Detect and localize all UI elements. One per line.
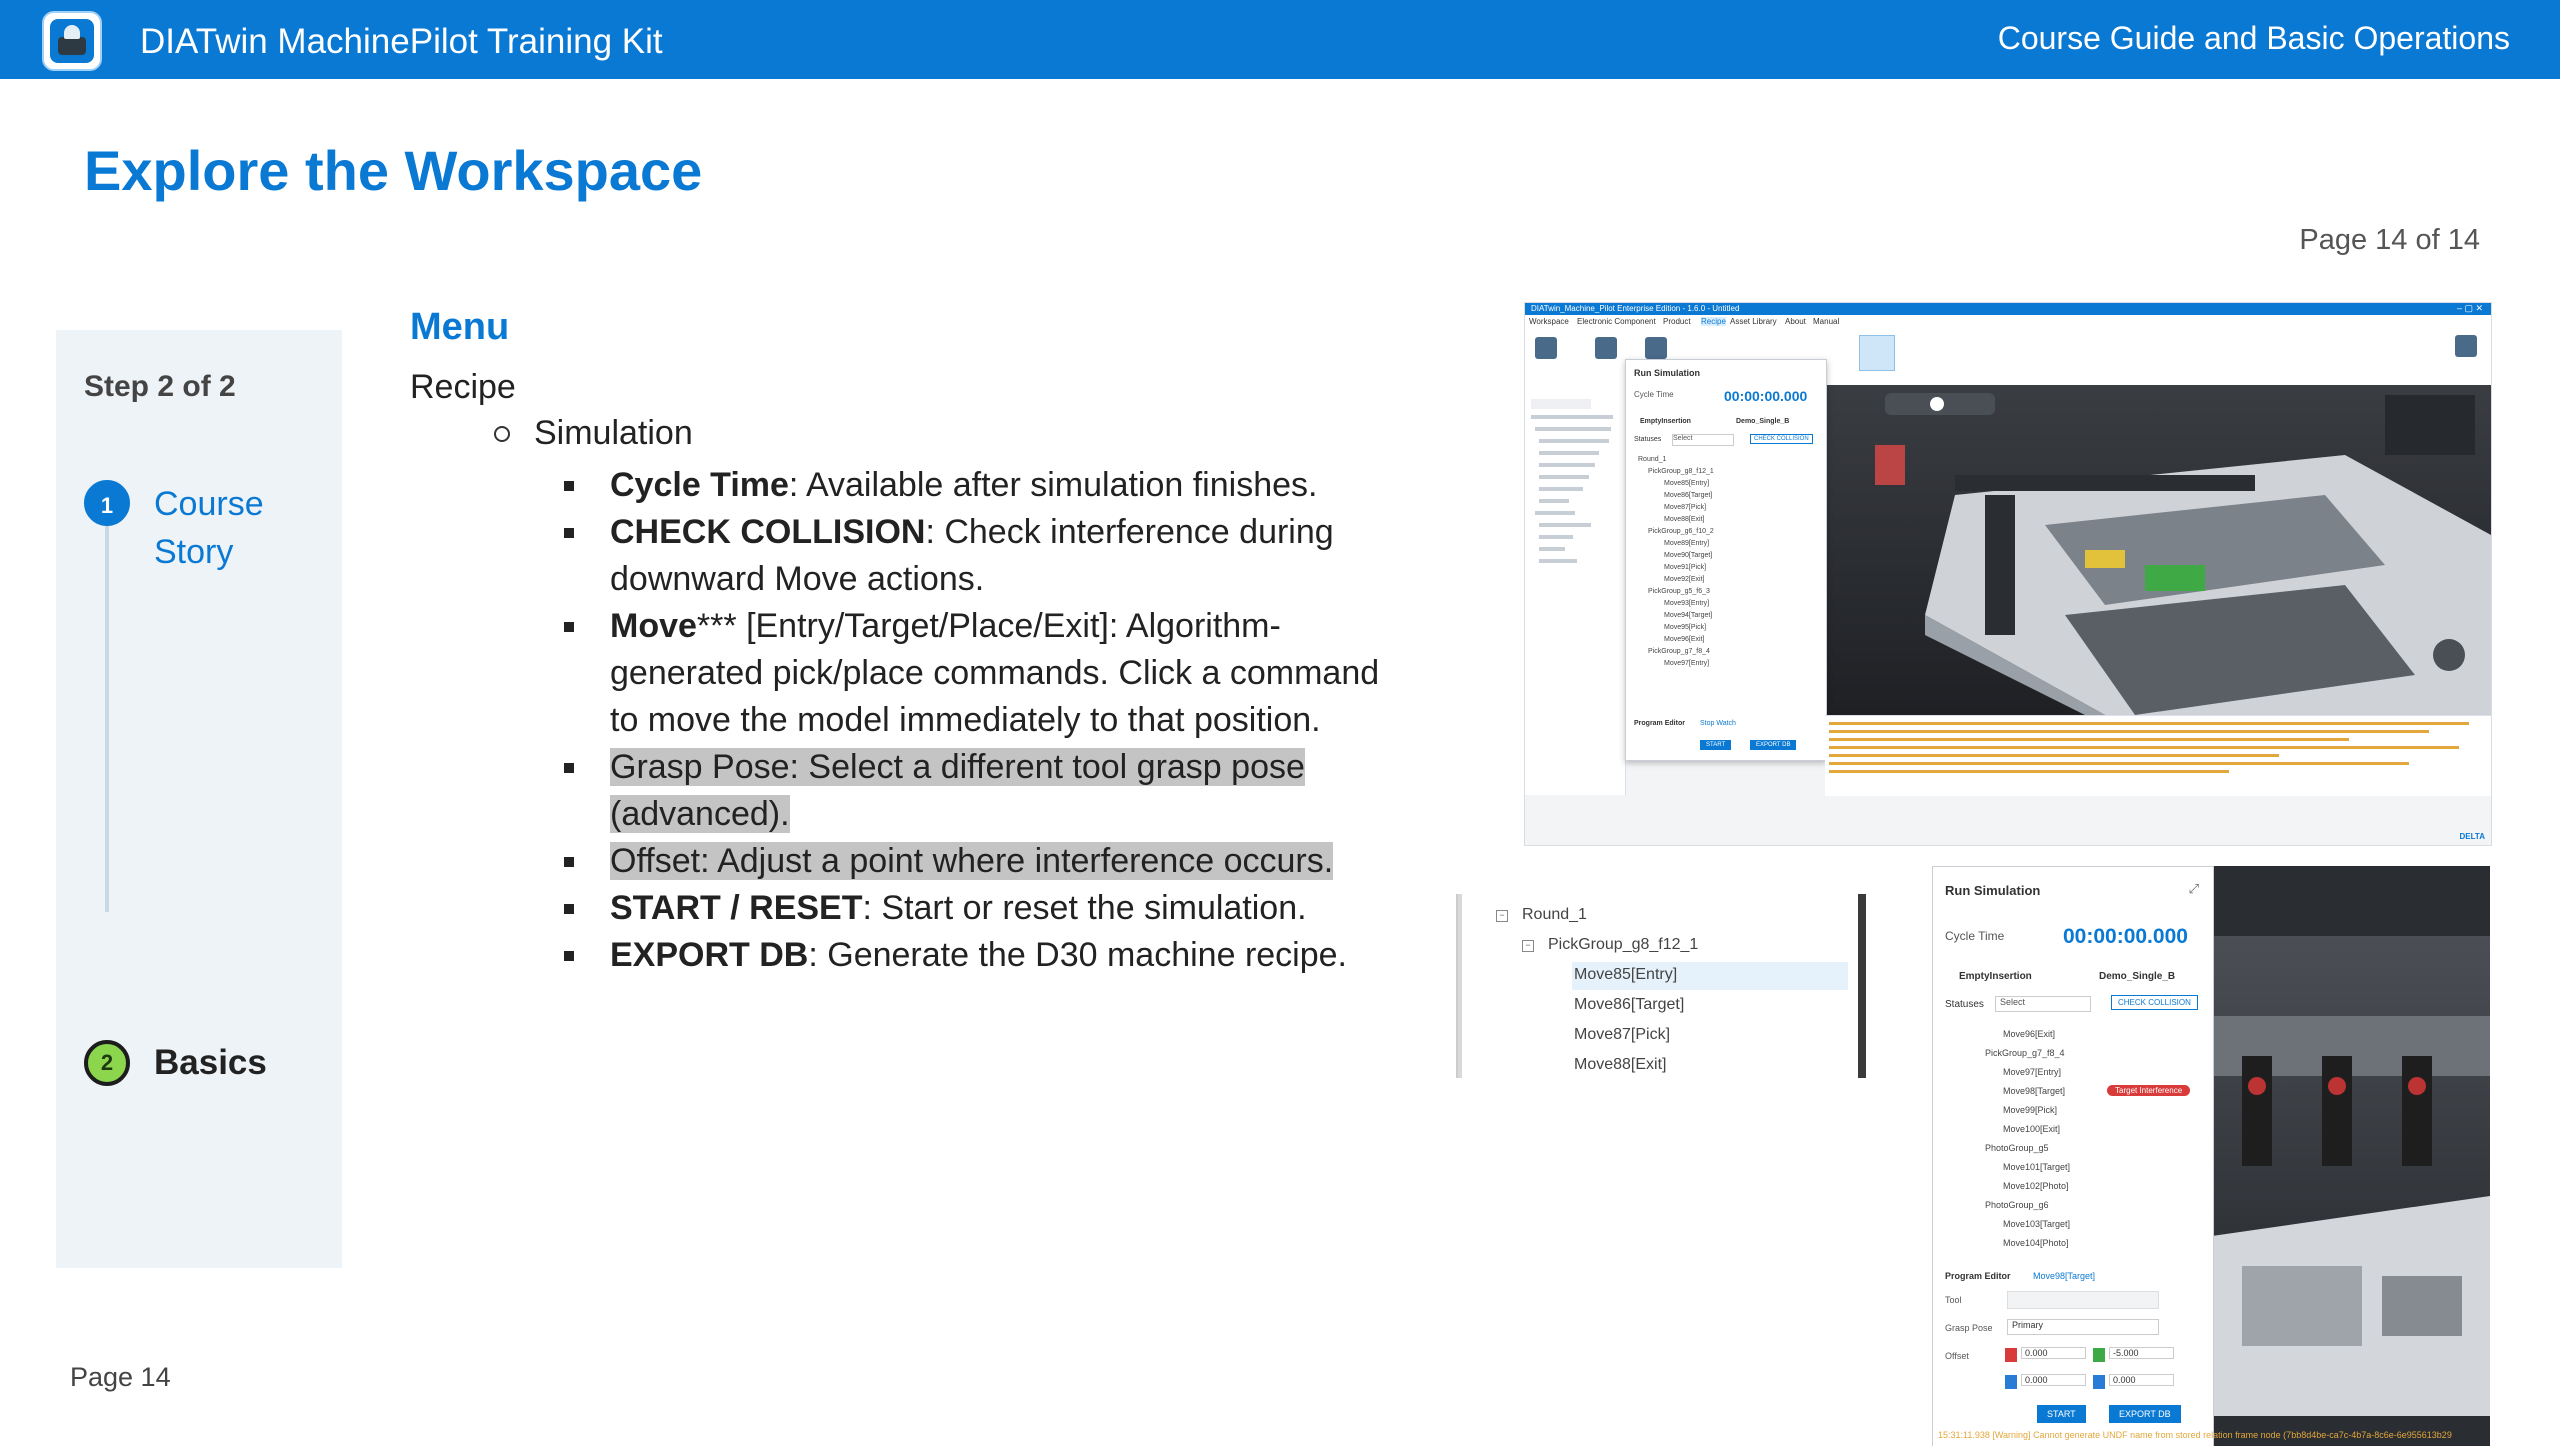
log-panel	[1825, 715, 2491, 796]
step-1-badge[interactable]: 1	[84, 480, 130, 526]
course-guide-label: Course Guide and Basic Operations	[1997, 20, 2510, 56]
app-logo-icon	[42, 11, 102, 71]
tool-field[interactable]	[2007, 1291, 2159, 1309]
list-item: Cycle Time: Available after simulation finishes.	[548, 462, 1408, 509]
list-item: Grasp Pose: Select a different tool grasp pose (advanced).	[548, 744, 1408, 838]
collapse-icon[interactable]: −	[1522, 940, 1534, 952]
feature-list	[548, 462, 1408, 979]
circle-bullet-icon	[494, 426, 510, 442]
offset-rz-input[interactable]: 0.000	[2109, 1374, 2174, 1386]
command-tree: Move96[Exit] PickGroup_g7_f8_4 Move97[Entry] Move98[Target] Move99[Pick] Move100[Exit] PhotoGroup_g5 Move101[Target] Move102[Photo] PhotoGroup_g6 Move103[Target] Move104[Photo] Target Interference	[1933, 1017, 2213, 1277]
tree-zoom-screenshot: − Round_1 − PickGroup_g8_f12_1 Move85[Entry] Move86[Target] Move87[Pick] Move88[Exit]	[1456, 894, 1914, 1078]
recipe-label: Recipe	[410, 368, 516, 406]
square-bullet-icon	[564, 481, 574, 491]
run-simulation-panel: Run Simulation ⤢ Cycle Time 00:00:00.000 EmptyInsertion Demo_Single_B Statuses Select CHECK COLLISION Move96[Exit] PickGroup_g7_f8_4 Move97[Entry] Move98[Target] Move99[Pick] Move100[Exit] PhotoGroup_g5 Move101[Target] Move102[Photo] PhotoGroup_g6 Move103[Target] Move104[Photo] Target Interference Program Editor Move98[Target] Tool Grasp Pose Primary Offset 0.000 -5.000 0.000 0.000 START EXPORT DB	[1932, 866, 2214, 1446]
list-item: Offset: Adjust a point where interference occurs.	[548, 838, 1408, 885]
square-bullet-icon	[564, 763, 574, 773]
tree-scrollbar[interactable]	[1858, 894, 1866, 1078]
list-item: Move*** [Entry/Target/Place/Exit]: Algorithm-generated pick/place commands. Click a command to move the model immediately to that position.	[548, 603, 1408, 744]
square-bullet-icon	[564, 951, 574, 961]
header-bar	[0, 0, 2560, 79]
offset-z-input[interactable]: 0.000	[2021, 1374, 2086, 1386]
step-label: Step 2 of 2	[84, 370, 236, 403]
window-titlebar: DIATwin_Machine_Pilot Enterprise Edition - 1.6.0 - Untitled – ▢ ✕	[1525, 303, 2491, 315]
start-button[interactable]: START	[2037, 1405, 2086, 1423]
step-course-story-link[interactable]: Course Story	[154, 485, 264, 571]
square-bullet-icon	[564, 857, 574, 867]
list-item: EXPORT DB: Generate the D30 machine recipe.	[548, 932, 1408, 979]
step-connector	[105, 482, 109, 912]
menu-heading: Menu	[410, 306, 510, 348]
menu-bar: Workspace Electronic Component Product Recipe Asset Library About Manual	[1525, 315, 2491, 330]
command-tree: Round_1 PickGroup_g8_f12_1 Move85[Entry] Move86[Target] Move87[Pick] Move88[Exit] PickGroup_g6_f10_2 Move89[Entry] Move90[Target] Move91[Pick] Move92[Exit] PickGroup_g5_f6_3 Move93[Entry] Move94[Target] Move95[Pick] Move96[Exit] PickGroup_g7_f8_4 Move97[Entry]	[1638, 456, 1714, 667]
step-basics-label[interactable]: Basics	[154, 1043, 267, 1082]
window-controls-icon[interactable]: – ▢ ✕	[2456, 303, 2483, 313]
preload-preview-icon[interactable]	[1859, 335, 1895, 371]
new-panel-icon[interactable]	[1595, 337, 1617, 359]
page-counter: Page 14 of 14	[2299, 224, 2480, 256]
page-title: Explore the Workspace	[84, 139, 703, 202]
square-bullet-icon	[564, 904, 574, 914]
grasp-pose-select[interactable]: Primary	[2007, 1319, 2159, 1335]
step-2-badge[interactable]: 2	[84, 1040, 130, 1086]
model-library-icon[interactable]	[2455, 335, 2477, 357]
create-icon[interactable]	[1645, 337, 1667, 359]
annotation-tree-panel	[1525, 385, 1626, 795]
log-line: 15:31:11.938 [Warning] Cannot generate UNDF name from stored relation frame node (7bb8d4be-ca7c-4b7a-8c6e-6e955613b29	[1938, 1430, 2452, 1440]
list-item: START / RESET: Start or reset the simulation.	[548, 885, 1408, 932]
list-item: CHECK COLLISION: Check interference during downward Move actions.	[548, 509, 1408, 603]
main-app-screenshot: DIATwin_Machine_Pilot Enterprise Edition - 1.6.0 - Untitled – ▢ ✕ Workspace Electronic Component Product Recipe Asset Library About Manual Run Simulation Cycle Time 00:00:00.000 EmptyInsertion Demo_Single_B Statuses Select CHECK COLLISION Round_1 PickGroup_g8_f12_1 Move85[Entry] Move86[Target] Move87[Pick] Move88[Exit] PickGroup_g6_f10_2 Move89[Entry] Move90[Target] Move91[Pick] Move92[Exit] PickGroup_g5_f6_3 Move93[Entry] Move94[Target] Move95[Pick] Move96[Exit] PickGroup_g7_f8_4 Move97[Entry] Program Editor Stop Watch START EXPORT DB DELTA	[1524, 302, 2492, 846]
y-axis-icon	[2093, 1348, 2105, 1362]
run-simulation-panel: Run Simulation Cycle Time 00:00:00.000 EmptyInsertion Demo_Single_B Statuses Select CHECK COLLISION Round_1 PickGroup_g8_f12_1 Move85[Entry] Move86[Target] Move87[Pick] Move88[Exit] PickGroup_g6_f10_2 Move89[Entry] Move90[Target] Move91[Pick] Move92[Exit] PickGroup_g5_f6_3 Move93[Entry] Move94[Target] Move95[Pick] Move96[Exit] PickGroup_g7_f8_4 Move97[Entry] Program Editor Stop Watch START EXPORT DB	[1625, 359, 1827, 761]
run-simulation-zoom-screenshot	[1932, 866, 2490, 1446]
3d-viewport[interactable]	[2212, 936, 2490, 1416]
offset-x-input[interactable]: 0.000	[2021, 1347, 2086, 1359]
square-bullet-icon	[564, 622, 574, 632]
offset-y-input[interactable]: -5.000	[2109, 1347, 2174, 1359]
x-axis-icon	[2005, 1348, 2017, 1362]
rz-axis-icon	[2093, 1375, 2105, 1389]
export-db-button[interactable]: EXPORT DB	[2109, 1405, 2181, 1423]
square-bullet-icon	[564, 528, 574, 538]
simulation-label: Simulation	[534, 414, 693, 452]
footer-page-number: Page 14	[70, 1362, 171, 1392]
app-title: DIATwin MachinePilot Training Kit	[140, 22, 663, 61]
collapse-icon[interactable]: −	[1496, 910, 1508, 922]
interference-badge: Target Interference	[2107, 1085, 2190, 1096]
new-board-icon[interactable]	[1535, 337, 1557, 359]
z-axis-icon	[2005, 1375, 2017, 1389]
step-sidebar	[56, 330, 342, 1268]
machine-closeup-render	[2212, 936, 2490, 1416]
expand-icon[interactable]: ⤢	[2188, 881, 2199, 896]
